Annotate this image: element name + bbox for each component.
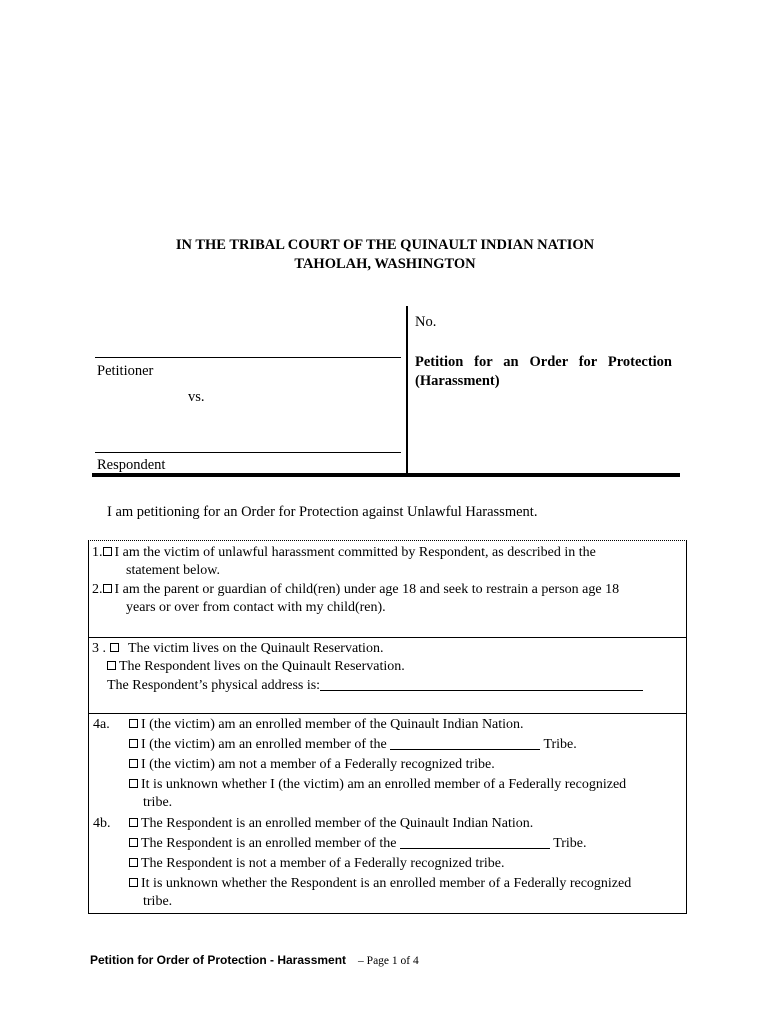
item-4b-option-1	[129, 815, 533, 833]
item-3-victim-residence	[92, 640, 383, 658]
item-4b-option-2-text: The Respondent is an enrolled member of the	[141, 836, 397, 851]
item-4a-option-1-checkbox[interactable]	[129, 719, 138, 728]
item-2-text: I am the parent or guardian of child(ren) under age 18 and seek to restrain a person age 18	[114, 582, 620, 597]
item-4a-option-4-continued: tribe.	[143, 795, 173, 810]
item-1-text: I am the victim of unlawful harassment committed by Respondent, as described in the	[114, 545, 596, 560]
vs-label: vs.	[188, 389, 205, 405]
item-4b-option-2-checkbox[interactable]	[129, 838, 138, 847]
item-3-victim-text: The victim lives on the Quinault Reservation.	[128, 641, 384, 656]
item-3-victim-checkbox[interactable]	[110, 643, 119, 652]
court-name: IN THE TRIBAL COURT OF THE QUINAULT INDIAN NATION	[175, 237, 595, 253]
item-4b-option-2	[129, 835, 587, 853]
item-4a-option-2-suffix: Tribe.	[543, 737, 577, 752]
item-4a-option-3	[129, 756, 495, 774]
item-4b-option-4-checkbox[interactable]	[129, 878, 138, 887]
petitioner-label: Petitioner	[97, 363, 154, 379]
caption-divider	[406, 306, 408, 474]
item-2	[92, 581, 619, 599]
item-4b-option-3-text: The Respondent is not a member of a Federally recognized tribe.	[141, 856, 505, 871]
petition-title: Petition for an Order for Protection	[415, 354, 672, 370]
item-4a-option-2-text: I (the victim) am an enrolled member of the	[141, 737, 387, 752]
item-3-number: 3 .	[92, 641, 106, 656]
respondent-tribe-field[interactable]	[400, 836, 550, 849]
footer-page-number: – Page 1 of 4	[358, 955, 419, 967]
item-4b-option-4-continued: tribe.	[143, 894, 173, 909]
caption-bottom-rule	[92, 473, 680, 477]
item-2-continued: years or over from contact with my child(ren).	[126, 600, 386, 615]
respondent-label: Respondent	[97, 457, 166, 473]
court-header	[0, 236, 770, 274]
item-1-continued: statement below.	[126, 563, 220, 578]
item-1-checkbox[interactable]	[103, 547, 112, 556]
item-4b-option-4-text: It is unknown whether the Respondent is an enrolled member of a Federally recognized	[141, 876, 632, 891]
item-4b-option-1-text: The Respondent is an enrolled member of the Quinault Indian Nation.	[141, 816, 534, 831]
item-3-respondent-checkbox[interactable]	[107, 661, 116, 670]
victim-tribe-field[interactable]	[390, 737, 540, 750]
page-footer	[90, 953, 419, 968]
item-1-number: 1.	[92, 545, 103, 560]
item-2-checkbox[interactable]	[103, 584, 112, 593]
item-4a-option-3-text: I (the victim) am not a member of a Federally recognized tribe.	[141, 757, 495, 772]
respondent-address-label: The Respondent’s physical address is:	[107, 678, 321, 693]
respondent-line[interactable]	[95, 452, 401, 453]
footer-title: Petition for Order of Protection - Harassment	[90, 953, 347, 967]
item-4b-option-1-checkbox[interactable]	[129, 818, 138, 827]
item-4b-option-4	[129, 875, 631, 893]
case-number-label: No.	[415, 314, 437, 330]
respondent-address	[107, 677, 643, 695]
item-4a-option-4	[129, 776, 626, 794]
item-4a-option-4-text: It is unknown whether I (the victim) am an enrolled member of a Federally recognized	[141, 777, 627, 792]
item-3-respondent-text: The Respondent lives on the Quinault Reservation.	[119, 659, 405, 674]
item-4a-option-3-checkbox[interactable]	[129, 759, 138, 768]
item-4a-option-1-text: I (the victim) am an enrolled member of the Quinault Indian Nation.	[141, 717, 524, 732]
intro-statement: I am petitioning for an Order for Protection against Unlawful Harassment.	[107, 504, 538, 520]
item-1	[92, 544, 596, 562]
item-3-respondent-residence	[107, 658, 405, 676]
respondent-address-field[interactable]	[320, 678, 643, 691]
item-4a-option-2	[129, 736, 577, 754]
item-4a-option-2-checkbox[interactable]	[129, 739, 138, 748]
item-4a-option-1	[129, 716, 524, 734]
item-4b-option-3-checkbox[interactable]	[129, 858, 138, 867]
item-4b-number: 4b.	[93, 816, 111, 831]
item-4a-option-4-checkbox[interactable]	[129, 779, 138, 788]
petition-subtitle: (Harassment)	[415, 373, 500, 389]
item-2-number: 2.	[92, 582, 103, 597]
item-4a-number: 4a.	[93, 717, 110, 732]
item-4b-option-2-suffix: Tribe.	[553, 836, 587, 851]
court-location: TAHOLAH, WASHINGTON	[294, 256, 476, 272]
petitioner-line[interactable]	[95, 357, 401, 358]
item-4b-option-3	[129, 855, 505, 873]
